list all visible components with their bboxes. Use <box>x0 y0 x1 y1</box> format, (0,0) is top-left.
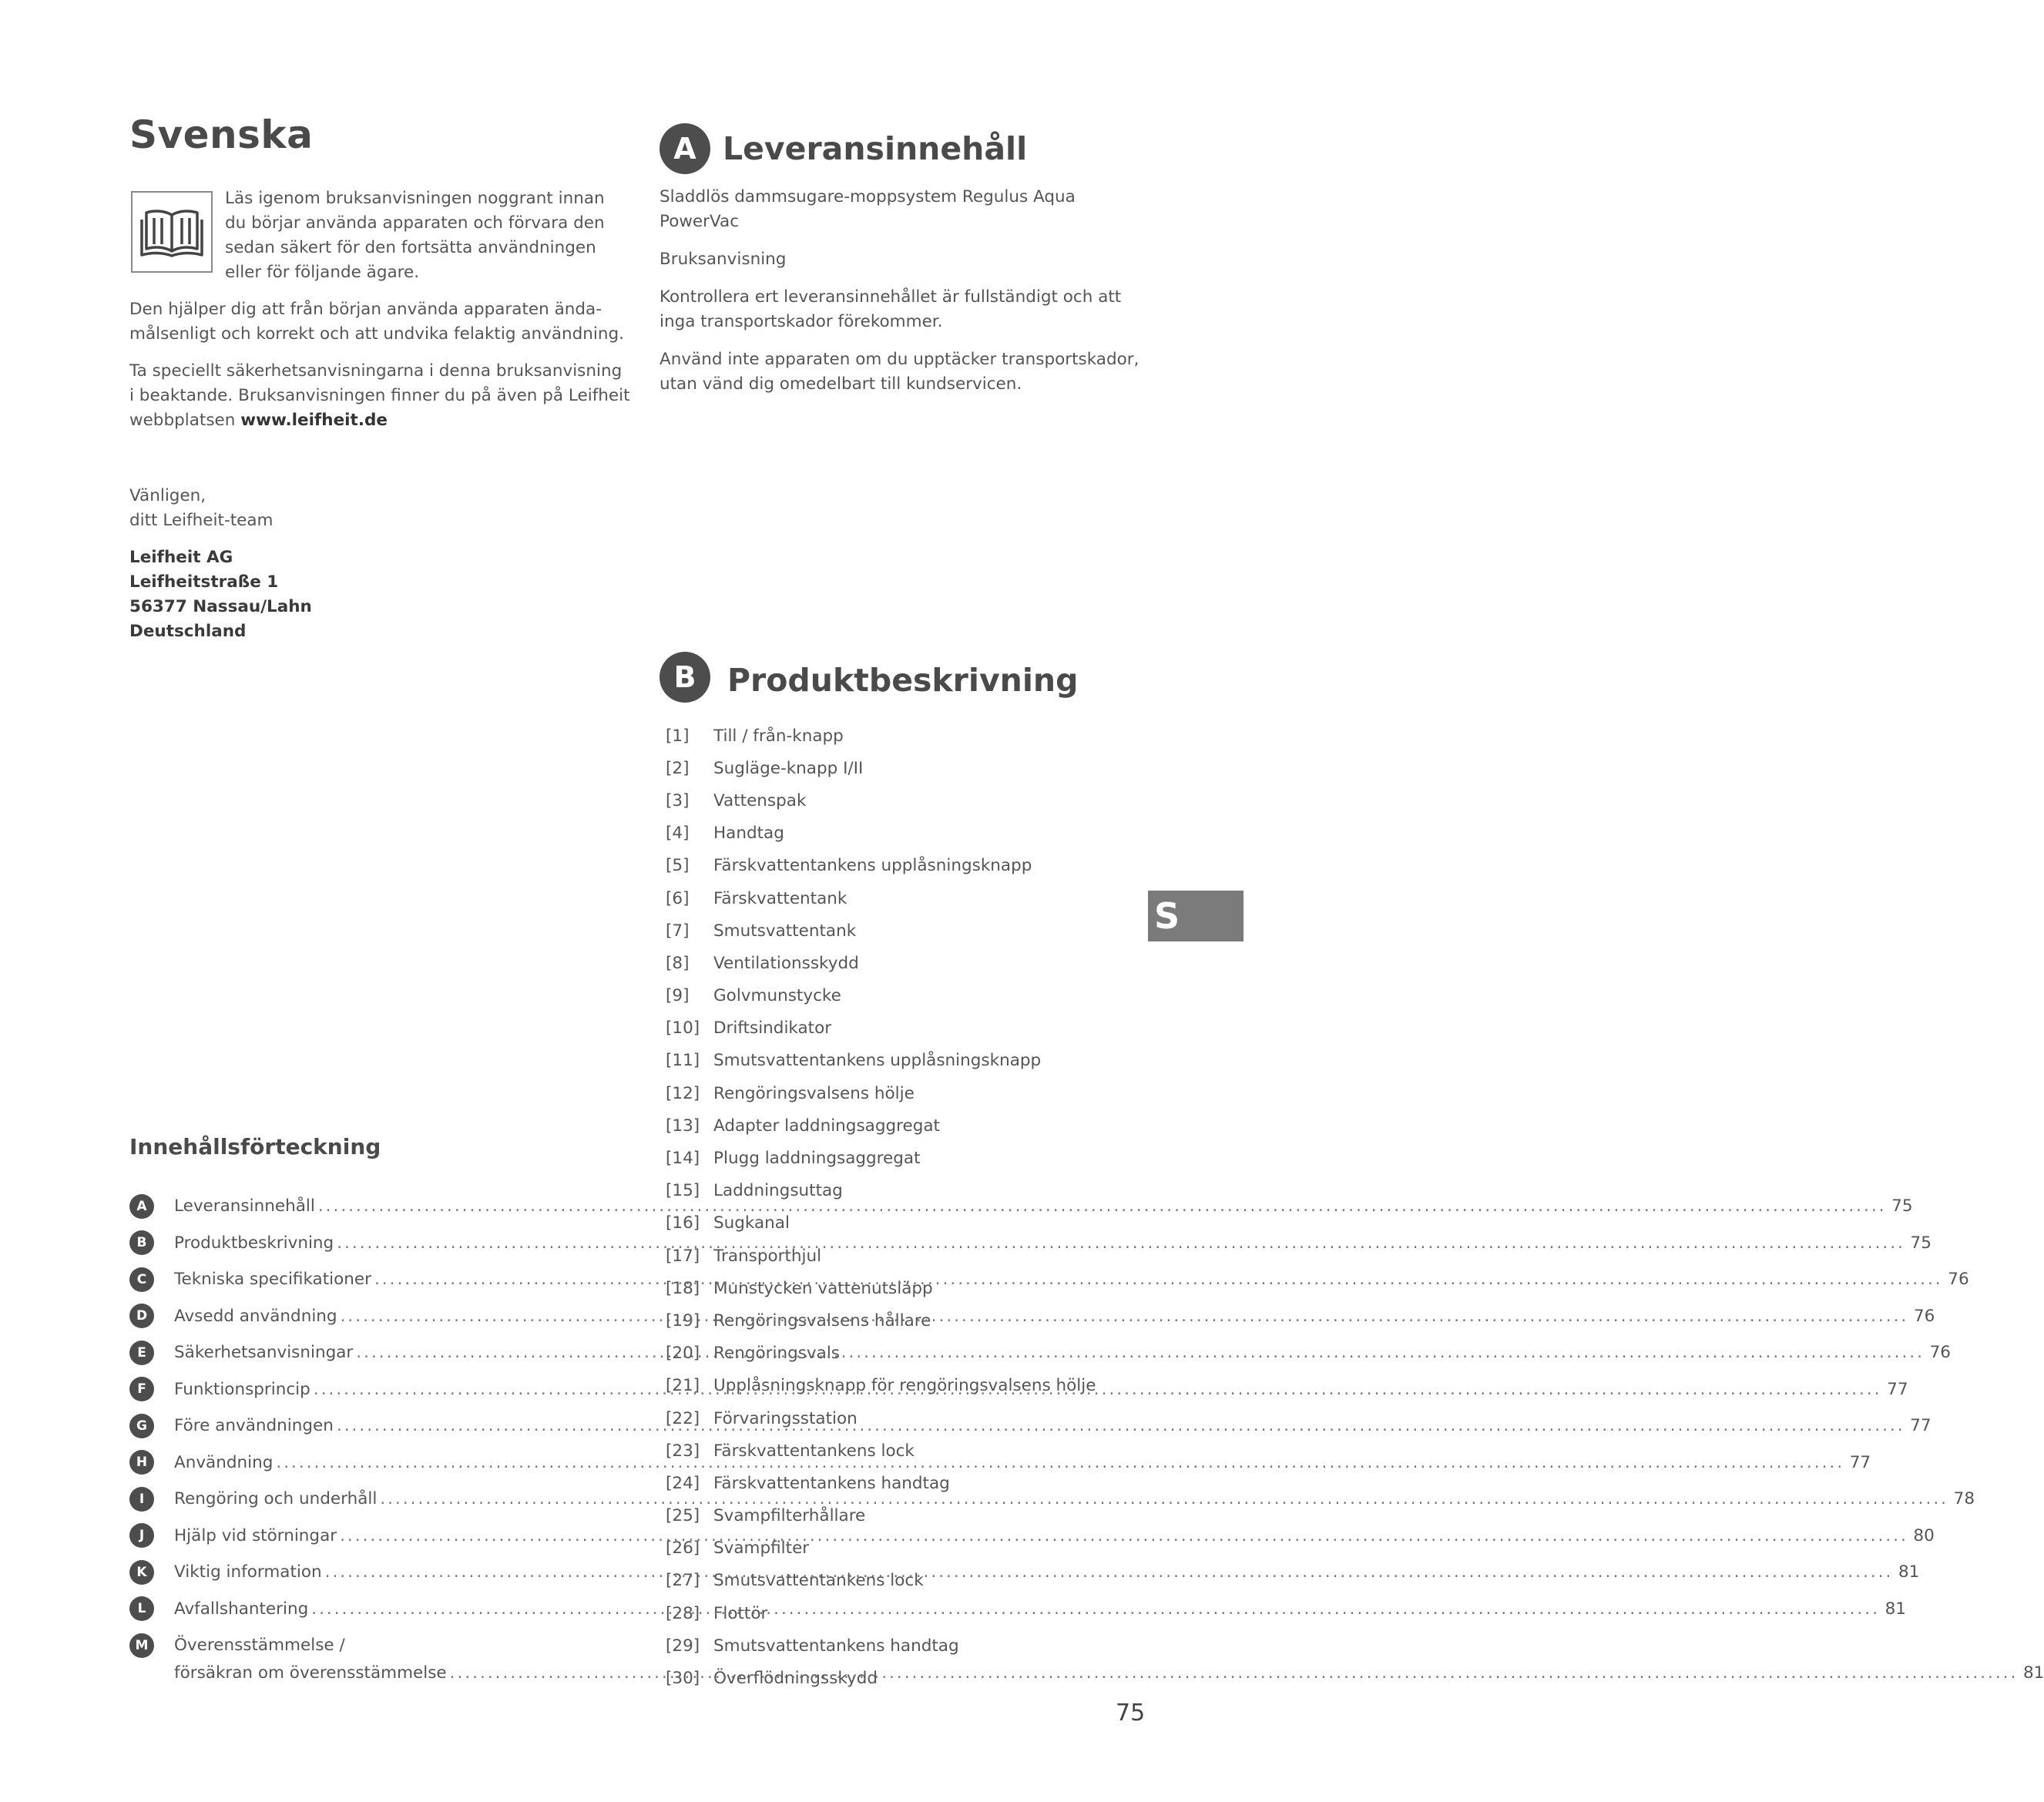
part-number: [19] <box>666 1310 700 1331</box>
toc-page: 77 <box>1910 1416 1932 1436</box>
part-number: [27] <box>666 1571 700 1591</box>
toc-page: 81 <box>1885 1599 1906 1619</box>
toc-label: Säkerhetsanvisningar <box>174 1343 354 1363</box>
part-label: Sugläge-knapp I/II <box>713 758 864 778</box>
page-title: Svenska <box>129 112 314 157</box>
part-label: Adapter laddningsaggregat <box>713 1116 940 1136</box>
list-item <box>666 850 1205 882</box>
toc-label: Produktbeskrivning <box>174 1233 334 1253</box>
toc-label: Överensstämmelse / <box>174 1636 345 1655</box>
toc-page: 78 <box>1953 1489 1975 1509</box>
toc-letter-badge: H <box>129 1450 154 1475</box>
toc-label: Hjälp vid störningar <box>174 1525 337 1545</box>
toc-letter-badge: B <box>129 1230 154 1255</box>
toc-label: Användning <box>174 1452 274 1472</box>
toc-page: 76 <box>1948 1270 1969 1290</box>
toc-page: 81 <box>1898 1562 1920 1582</box>
toc-page: 81 <box>2022 1663 2044 1683</box>
greeting-line: Vänligen, <box>129 486 206 505</box>
toc-letter-badge: J <box>129 1523 154 1548</box>
toc-label: Viktig information <box>174 1562 322 1582</box>
company-address <box>129 545 515 644</box>
list-item <box>666 752 1205 784</box>
part-number: [23] <box>666 1441 700 1461</box>
toc-leader <box>337 1233 1905 1253</box>
part-number: [5] <box>666 856 690 876</box>
section-a-title: Leveransinnehåll <box>723 130 1028 167</box>
part-number: [6] <box>666 888 690 908</box>
toc-label: Tekniska specifikationer <box>174 1270 371 1290</box>
list-item <box>666 1142 1205 1174</box>
address-line: Leifheit AG <box>129 548 233 567</box>
list-item <box>666 980 1205 1012</box>
greeting <box>129 484 515 533</box>
part-number: [9] <box>666 986 690 1006</box>
website-link[interactable]: www.leifheit.de <box>240 411 388 430</box>
intro-paragraph: Den hjälper dig att från början använda apparaten ända-målsenligt och korrekt och att undvika felaktig användning. <box>129 300 624 344</box>
part-number: [11] <box>666 1051 700 1071</box>
part-label: Driftsindikator <box>713 1018 832 1039</box>
part-label: Smutsvattentankens lock <box>713 1571 924 1591</box>
part-label: Plugg laddningsaggregat <box>713 1149 921 1169</box>
part-label: Sugkanal <box>713 1213 790 1233</box>
part-number: [17] <box>666 1246 700 1266</box>
delivery-paragraph: Sladdlös dammsugare-moppsystem Regulus Aqua PowerVac <box>660 187 1076 231</box>
part-number: [15] <box>666 1181 700 1201</box>
part-label: Rengöringsvalsens hållare <box>713 1310 931 1331</box>
toc-leader <box>325 1562 1894 1582</box>
intro-text: Ta speciellt säkerhetsanvisningarna i denna bruksanvisning i beaktande. Bruksanvisningen finner du på även på Leifheit webbplatsen <box>129 361 630 430</box>
part-label: Smutsvattentankens upplåsningsknapp <box>713 1051 1042 1071</box>
part-number: [28] <box>666 1603 700 1623</box>
part-number: [7] <box>666 921 690 941</box>
toc-letter-badge: C <box>129 1267 154 1292</box>
part-number: [18] <box>666 1278 700 1298</box>
part-number: [8] <box>666 953 690 973</box>
part-label: Golvmunstycke <box>713 986 841 1006</box>
part-number: [14] <box>666 1149 700 1169</box>
toc-letter-badge: A <box>129 1194 154 1219</box>
part-label: Smutsvattentank <box>713 921 857 941</box>
toc-title: Innehållsförteckning <box>129 1134 381 1159</box>
part-number: [4] <box>666 824 690 844</box>
part-label: Laddningsuttag <box>713 1181 843 1201</box>
address-line: Leifheitstraße 1 <box>129 572 279 592</box>
open-book-icon <box>131 191 213 273</box>
part-number: [30] <box>666 1669 700 1689</box>
section-b-title: Produktbeskrivning <box>727 662 1079 699</box>
list-item <box>666 882 1205 914</box>
toc-leader <box>337 1416 1905 1435</box>
part-label: Ventilationsskydd <box>713 953 859 973</box>
address-line: 56377 Nassau/Lahn <box>129 597 312 616</box>
toc-label: Funktionsprincip <box>174 1379 310 1399</box>
part-label: Färskvattentank <box>713 888 847 908</box>
part-label: Rengöringsvalsens hölje <box>713 1083 915 1103</box>
toc-letter-badge: K <box>129 1560 154 1585</box>
list-item <box>666 1045 1205 1077</box>
greeting-line: ditt Leifheit-team <box>129 511 274 530</box>
list-item <box>666 720 1205 752</box>
address-line: Deutschland <box>129 622 247 641</box>
list-item <box>666 817 1205 850</box>
part-number: [13] <box>666 1116 700 1136</box>
part-label: Flottör <box>713 1603 768 1623</box>
toc-leader <box>341 1307 1909 1326</box>
toc-letter-badge: D <box>129 1304 154 1328</box>
part-label: Upplåsningsknapp för rengöringsvalsens hölje <box>713 1376 1096 1396</box>
toc-label: Före användningen <box>174 1416 334 1436</box>
delivery-paragraph: Kontrollera ert leveransinnehållet är fullständigt och att inga transportskador förekommer. <box>660 287 1122 331</box>
part-label: Färskvattentankens upplåsningsknapp <box>713 856 1032 876</box>
toc-leader <box>380 1489 1948 1508</box>
toc-leader <box>311 1599 1880 1619</box>
list-item <box>666 784 1205 817</box>
toc-leader <box>318 1196 1887 1216</box>
list-item <box>666 947 1205 979</box>
toc-label: försäkran om överensstämmelse <box>174 1663 447 1683</box>
part-number: [20] <box>666 1344 700 1364</box>
toc-label: Avfallshantering <box>174 1599 309 1619</box>
part-number: [29] <box>666 1636 700 1656</box>
language-tab[interactable]: S <box>1148 891 1244 941</box>
toc-page: 77 <box>1887 1379 1908 1399</box>
list-item <box>666 1012 1205 1045</box>
toc-leader <box>374 1270 1943 1289</box>
page-number: 75 <box>1116 1700 1146 1726</box>
delivery-paragraph: Använd inte apparaten om du upptäcker transportskador, utan vänd dig omedelbart till kundservicen. <box>660 350 1139 394</box>
part-label: Transporthjul <box>713 1246 822 1266</box>
toc-leader <box>276 1453 1844 1472</box>
list-item <box>666 1077 1205 1109</box>
part-label: Svampfilter <box>713 1539 810 1559</box>
part-label: Färskvattentankens lock <box>713 1441 915 1461</box>
part-number: [21] <box>666 1376 700 1396</box>
part-label: Överflödningsskydd <box>713 1669 878 1689</box>
part-label: Handtag <box>713 824 784 844</box>
part-number: [2] <box>666 758 690 778</box>
part-label: Färskvattentankens handtag <box>713 1473 950 1493</box>
toc-label: Leveransinnehåll <box>174 1196 315 1216</box>
intro-paragraph <box>129 359 630 433</box>
list-item <box>666 914 1205 947</box>
toc-letter-badge: L <box>129 1596 154 1621</box>
part-label: Svampfilterhållare <box>713 1506 866 1526</box>
toc-page: 77 <box>1849 1452 1871 1472</box>
toc-page: 76 <box>1913 1306 1935 1326</box>
section-a-badge: A <box>660 123 710 174</box>
list-item <box>666 1109 1205 1142</box>
part-number: [24] <box>666 1473 700 1493</box>
toc-letter-badge: E <box>129 1341 154 1365</box>
part-label: Till / från-knapp <box>713 726 844 746</box>
toc-page: 75 <box>1891 1196 1913 1216</box>
toc-letter-badge: F <box>129 1377 154 1401</box>
toc-page: 75 <box>1910 1233 1932 1253</box>
part-number: [10] <box>666 1018 700 1039</box>
toc-leader <box>450 1659 2019 1687</box>
toc-label: Rengöring och underhåll <box>174 1489 378 1509</box>
part-label: Vattenspak <box>713 790 807 810</box>
toc-page: 80 <box>1913 1525 1935 1545</box>
part-number: [3] <box>666 790 690 810</box>
toc-leader <box>314 1380 1882 1399</box>
toc-letter-badge: M <box>129 1633 154 1658</box>
part-number: [26] <box>666 1539 700 1559</box>
part-number: [16] <box>666 1213 700 1233</box>
delivery-contents <box>660 185 1153 410</box>
toc-letter-badge: G <box>129 1414 154 1438</box>
part-label: Rengöringsvals <box>713 1344 840 1364</box>
section-b-badge: B <box>660 652 710 703</box>
toc-letter-badge: I <box>129 1487 154 1512</box>
toc-leader <box>340 1526 1908 1545</box>
part-number: [12] <box>666 1083 700 1103</box>
part-number: [25] <box>666 1506 700 1526</box>
part-label: Smutsvattentankens handtag <box>713 1636 959 1656</box>
delivery-paragraph: Bruksanvisning <box>660 250 787 269</box>
toc-page: 76 <box>1929 1343 1951 1363</box>
toc-leader <box>356 1343 1925 1362</box>
part-number: [22] <box>666 1408 700 1428</box>
toc-label: Avsedd användning <box>174 1306 337 1326</box>
part-number: [1] <box>666 726 690 746</box>
part-label: Munstycken vattenutsläpp <box>713 1278 933 1298</box>
part-label: Förvaringsstation <box>713 1408 858 1428</box>
intro-paragraph: Läs igenom bruksanvisningen noggrant innan du börjar använda apparaten och förvara den sedan säkert för den fortsätta användningen eller för följande ägare. <box>225 189 605 282</box>
